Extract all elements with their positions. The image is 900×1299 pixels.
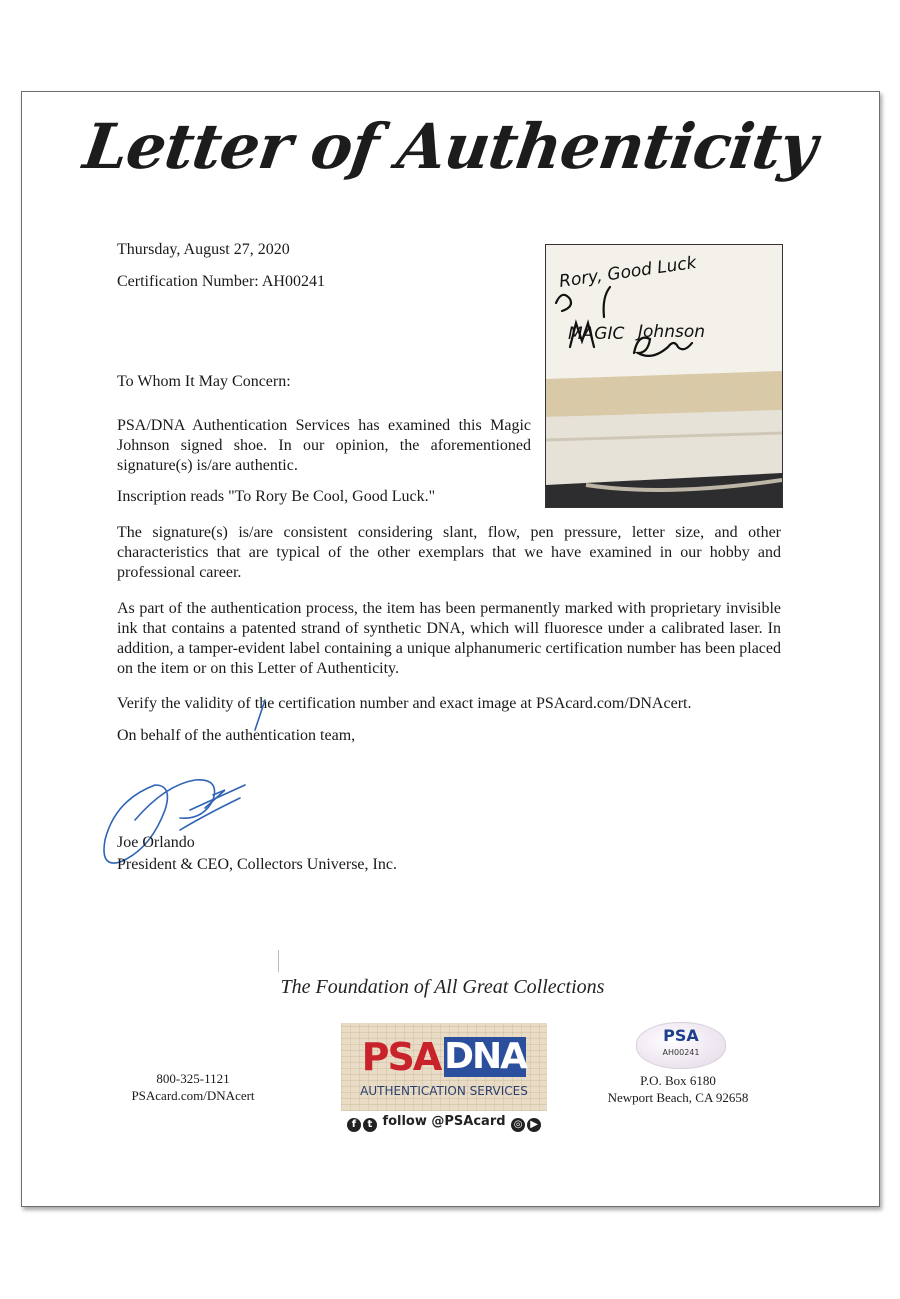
hologram-cert-number: AH00241 — [662, 1048, 700, 1057]
photo-inscription-line-2: MAGIC — [568, 324, 625, 344]
salutation: To Whom It May Concern: — [117, 373, 291, 390]
signer-title: President & CEO, Collectors Universe, Inc. — [117, 856, 397, 873]
contact-right — [596, 1072, 760, 1106]
photo-inscription-line-3: Johnson — [638, 322, 705, 342]
logo-dna-text: DNA — [444, 1036, 526, 1077]
logo-psa-text: PSA — [361, 1035, 441, 1079]
follow-handle: follow @PSAcard — [382, 1114, 506, 1129]
letter-title: Letter of Authenticity — [79, 110, 821, 183]
website: PSAcard.com/DNAcert — [131, 1088, 255, 1103]
paragraph-consistency: The signature(s) is/are consistent considering slant, flow, pen pressure, letter size, and other characteristics that are typical of the other exemplars that we have examined in our hobby and professional career. — [117, 524, 781, 581]
photo-inscription-line-1: Rory, Good Luck — [557, 252, 698, 292]
letter-date: Thursday, August 27, 2020 — [117, 241, 290, 258]
paragraph-examined: PSA/DNA Authentication Services has examined this Magic Johnson signed shoe. In our opinion, the aforementioned signature(s) is/are authentic. — [117, 417, 531, 474]
city-address: Newport Beach, CA 92658 — [607, 1090, 749, 1105]
divider-tick — [278, 950, 279, 972]
youtube-icon: ▶ — [527, 1118, 541, 1132]
social-follow — [341, 1114, 547, 1132]
signed-shoe-image — [546, 245, 782, 507]
contact-left — [112, 1070, 274, 1104]
certification-number: Certification Number: AH00241 — [117, 273, 325, 290]
inscription-text: Inscription reads "To Rory Be Cool, Good Luck." — [117, 488, 436, 505]
facebook-icon: f — [347, 1118, 361, 1132]
twitter-icon: t — [363, 1118, 377, 1132]
psa-dna-logo — [341, 1023, 547, 1111]
hologram-brand: PSA — [663, 1026, 699, 1045]
verify-text: Verify the validity of the certification number and exact image at PSAcard.com/DNAcert. — [117, 695, 692, 712]
item-photo — [545, 244, 783, 508]
instagram-icon: ◎ — [511, 1118, 525, 1132]
logo-services-text: AUTHENTICATION SERVICES — [360, 1084, 528, 1098]
phone-number: 800-325-1121 — [156, 1071, 230, 1086]
paragraph-process: As part of the authentication process, the item has been permanently marked with proprietary invisible ink that contains a patented strand of synthetic DNA, which will fluoresce under a calibrated laser. In addition, a tamper-evident label containing a unique alphanumeric certification number has been placed on the item or on this Letter of Authenticity. — [117, 600, 781, 677]
tagline: The Foundation of All Great Collections — [280, 976, 605, 998]
po-box: P.O. Box 6180 — [640, 1073, 716, 1088]
signer-name: Joe Orlando — [117, 834, 195, 851]
closing-text: On behalf of the authentication team, — [117, 727, 356, 744]
hologram-sticker — [636, 1022, 726, 1069]
